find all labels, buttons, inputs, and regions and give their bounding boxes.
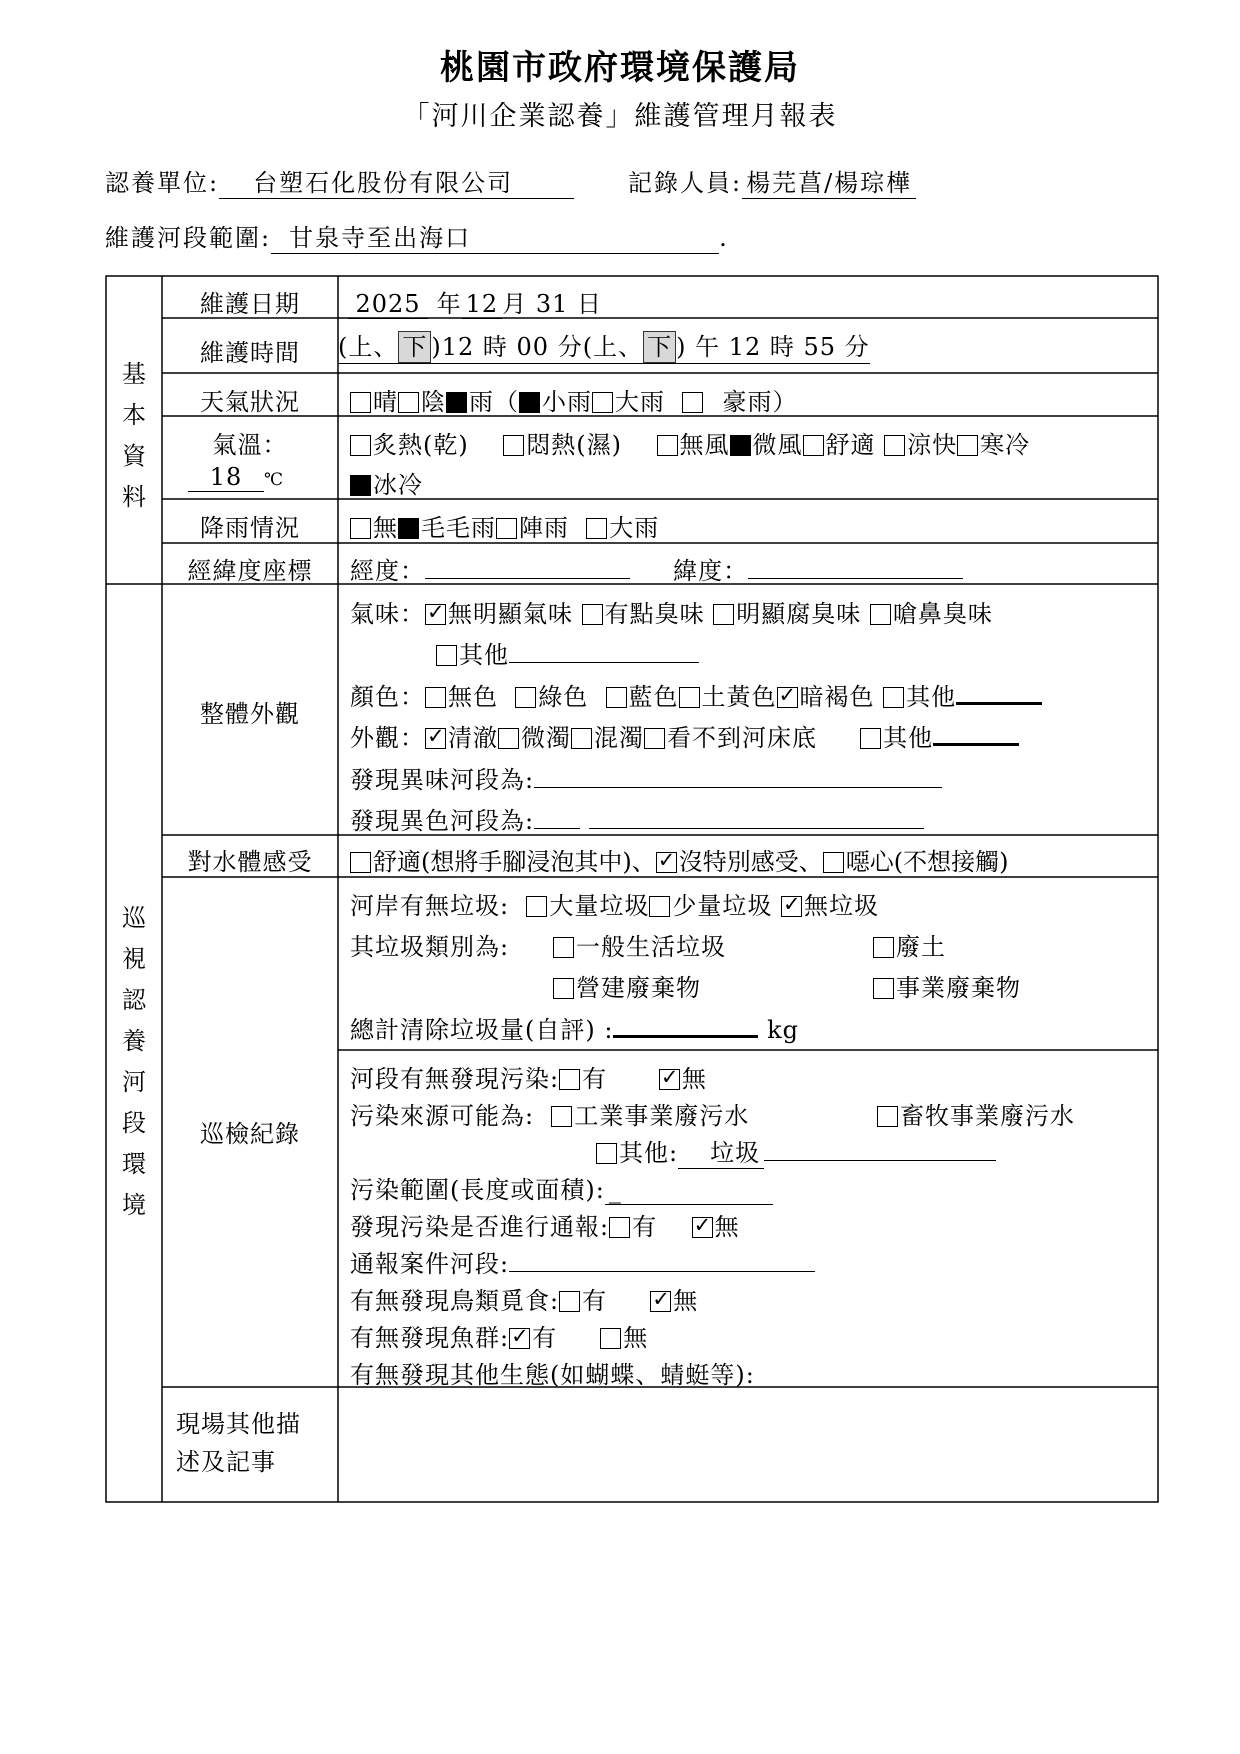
temp-comfortable-checkbox[interactable] [803, 435, 824, 456]
trash-none-checkbox[interactable] [781, 896, 802, 917]
type-household-checkbox[interactable] [553, 937, 574, 958]
color-yellow-checkbox[interactable] [679, 687, 700, 708]
color-section-input-a[interactable] [534, 808, 580, 829]
temp-hot-dry-checkbox[interactable] [350, 435, 371, 456]
look-other-input[interactable] [933, 723, 1019, 746]
range-end: . [719, 224, 729, 252]
report-yes-checkbox[interactable] [609, 1217, 630, 1238]
coords-label: 經緯度座標 [187, 557, 313, 585]
trash-total-input[interactable] [613, 1015, 758, 1038]
source-row: 污染來源可能為: 工業事業廢污水 [350, 1102, 750, 1130]
patrol-label: 巡檢紀錄 [200, 1120, 300, 1148]
look-row: 外觀：✓ 清澈 微濁 混濁 看不到河床底 其他 [350, 718, 1019, 753]
source-livestock-checkbox[interactable] [877, 1106, 898, 1127]
page-title: 桃園市政府環境保護局 [440, 48, 800, 88]
rain-heavy-checkbox[interactable] [586, 518, 607, 539]
recorder-label: 記錄人員: [628, 169, 743, 197]
date-day: 31 [535, 290, 569, 318]
rain-label: 降雨情況 [200, 514, 300, 542]
look-other-checkbox[interactable] [860, 728, 881, 749]
smell-choking-checkbox[interactable] [870, 604, 891, 625]
weather-label: 天氣狀況 [200, 388, 300, 416]
source-industrial-checkbox[interactable] [551, 1106, 572, 1127]
smell-rotten-checkbox[interactable] [713, 604, 734, 625]
weather-rain-checkbox[interactable] [446, 392, 467, 413]
feeling-label: 對水體感受 [187, 848, 313, 876]
look-slight-checkbox[interactable] [498, 728, 519, 749]
adopter-label: 認養單位: [105, 169, 220, 197]
type-industrial: 事業廢棄物 [873, 968, 1021, 1003]
color-other-input[interactable] [956, 682, 1042, 705]
report-row: 發現污染是否進行通報: 有 ✓ 無 [350, 1207, 740, 1242]
feeling-comfort-checkbox[interactable] [350, 852, 371, 873]
rain-drizzle-checkbox[interactable] [398, 518, 419, 539]
coords-row: 經度： 緯度： [350, 551, 963, 586]
source-other-checkbox[interactable] [596, 1143, 617, 1164]
temp-options-line2: 冰冷 [350, 465, 423, 500]
trash-row: 河岸有無垃圾: 大量垃圾 少量垃圾 ✓ 無垃圾 [350, 886, 879, 921]
trash-total-row: 總計清除垃圾量(自評) : kg [350, 1016, 799, 1044]
range-value: 甘泉寺至出海口 [271, 218, 719, 254]
time-pm-start: 下 [398, 331, 431, 363]
weather-storm-checkbox[interactable] [682, 392, 703, 413]
rain-options: 無 毛毛雨 陣雨 大雨 [350, 508, 659, 543]
time-value-row: (上、 下 )12 時 00 分(上、 下 ) 午 12 時 55 分 [338, 327, 870, 364]
weather-options: 晴 陰 雨（ 小雨 大雨 豪雨） [350, 382, 798, 417]
recorder-value: 楊芫菖/楊琮樺 [742, 163, 916, 199]
case-row: 通報案件河段: [350, 1244, 815, 1279]
fish-row: 有無發現魚群:✓ 有 無 [350, 1318, 648, 1353]
smell-other-input[interactable] [509, 642, 699, 663]
latitude-input[interactable] [748, 558, 963, 579]
temp-unit: ℃ [264, 470, 285, 490]
source-other-input[interactable] [764, 1140, 996, 1161]
look-turbid-checkbox[interactable] [571, 728, 592, 749]
section-patrol-label: 巡視認養河段環境 [122, 904, 146, 1219]
pollution-yes-checkbox[interactable] [559, 1069, 580, 1090]
notes-label: 現場其他描 述及記事 [176, 1410, 301, 1476]
smell-row: 氣味：✓ 無明顯氣味 有點臭味 明顯腐臭味 嗆鼻臭味 [350, 594, 993, 629]
time-pm-end: 下 [643, 331, 676, 363]
source-livestock: 畜牧事業廢污水 [877, 1096, 1075, 1131]
temp-cool-checkbox[interactable] [884, 435, 905, 456]
temp-icy-checkbox[interactable] [350, 475, 371, 496]
feeling-none-checkbox[interactable] [656, 852, 677, 873]
temp-hot-humid-checkbox[interactable] [503, 435, 524, 456]
weather-light-rain-checkbox[interactable] [519, 392, 540, 413]
trash-lots-checkbox[interactable] [526, 896, 547, 917]
smell-none-checkbox[interactable] [425, 604, 446, 625]
color-none-checkbox[interactable] [425, 687, 446, 708]
birds-no-checkbox[interactable] [650, 1291, 671, 1312]
type-industrial-checkbox[interactable] [873, 978, 894, 999]
pollution-range-row: 污染範圍(長度或面積): _ [350, 1170, 773, 1205]
time-label: 維護時間 [200, 339, 300, 367]
appearance-label: 整體外觀 [200, 700, 300, 728]
feeling-disgust-checkbox[interactable] [823, 852, 844, 873]
weather-sunny-checkbox[interactable] [350, 392, 371, 413]
smell-slight-checkbox[interactable] [582, 604, 603, 625]
form-subtitle: 「河川企業認養」維護管理月報表 [402, 101, 838, 132]
temp-label: 氣溫： [212, 431, 288, 459]
type-soil-checkbox[interactable] [873, 937, 894, 958]
color-blue-checkbox[interactable] [606, 687, 627, 708]
eco-row: 有無發現其他生態(如蝴蝶、蜻蜓等): [350, 1361, 755, 1389]
color-green-checkbox[interactable] [515, 687, 536, 708]
temp-no-wind-checkbox[interactable] [657, 435, 678, 456]
range-label: 維護河段範圍: [105, 224, 272, 252]
type-household: 一般生活垃圾 [553, 927, 726, 962]
look-no-bed-checkbox[interactable] [644, 728, 665, 749]
rain-shower-checkbox[interactable] [496, 518, 517, 539]
type-construction: 營建廢棄物 [553, 968, 701, 1003]
temp-value-row [188, 463, 284, 492]
color-row: 顏色： 無色 綠色 藍色 土黃色✓ 暗褐色 其他 [350, 677, 1042, 712]
feeling-options: 舒適(想將手腳浸泡其中)、✓ 沒特別感受、 噁心(不想接觸) [350, 842, 1008, 877]
color-brown-checkbox[interactable] [777, 687, 798, 708]
weather-heavy-rain-checkbox[interactable] [592, 392, 613, 413]
source-other-row: 其他: 垃圾 [596, 1133, 996, 1169]
temp-breeze-checkbox[interactable] [730, 435, 751, 456]
trash-type-label: 其垃圾類別為: [350, 933, 510, 961]
case-input[interactable] [509, 1251, 815, 1272]
temp-options-line1: 炙熱(乾) 悶熱(濕) 無風 微風 舒適 涼快 寒冷 [350, 425, 1030, 460]
date-value-row: 2025 年 12 月 31 日 [348, 284, 602, 319]
odor-section-row: 發現異味河段為: [350, 760, 942, 795]
longitude-input[interactable] [425, 558, 630, 579]
pollution-row: 河段有無發現污染: 有 ✓ 無 [350, 1059, 707, 1094]
fish-no-checkbox[interactable] [600, 1328, 621, 1349]
trash-some-checkbox[interactable] [649, 896, 670, 917]
date-label: 維護日期 [200, 290, 300, 318]
smell-other-checkbox[interactable] [436, 645, 457, 666]
weather-cloudy-checkbox[interactable] [398, 392, 419, 413]
birds-yes-checkbox[interactable] [559, 1291, 580, 1312]
smell-other-row: 其他 [436, 635, 699, 670]
adopter-value: 台塑石化股份有限公司 [219, 163, 574, 199]
fish-yes-checkbox[interactable] [509, 1328, 530, 1349]
section-basic-label: 基本資料 [122, 360, 146, 511]
odor-section-input[interactable] [534, 767, 942, 788]
color-section-input-b[interactable] [589, 808, 924, 829]
type-construction-checkbox[interactable] [553, 978, 574, 999]
source-other-value: 垃圾 [678, 1133, 764, 1169]
date-month: 12 [462, 290, 503, 319]
rain-none-checkbox[interactable] [350, 518, 371, 539]
color-section-row: 發現異色河段為: [350, 801, 924, 836]
report-no-checkbox[interactable] [692, 1217, 713, 1238]
type-soil: 廢土 [873, 927, 946, 962]
birds-row: 有無發現鳥類覓食: 有 ✓ 無 [350, 1281, 698, 1316]
pollution-no-checkbox[interactable] [659, 1069, 680, 1090]
look-clear-checkbox[interactable] [425, 728, 446, 749]
pollution-range-value[interactable]: _ [605, 1176, 773, 1205]
color-other-checkbox[interactable] [883, 687, 904, 708]
date-year: 2025 [348, 290, 428, 319]
temp-value: 18 [188, 463, 264, 492]
temp-cold-checkbox[interactable] [957, 435, 978, 456]
